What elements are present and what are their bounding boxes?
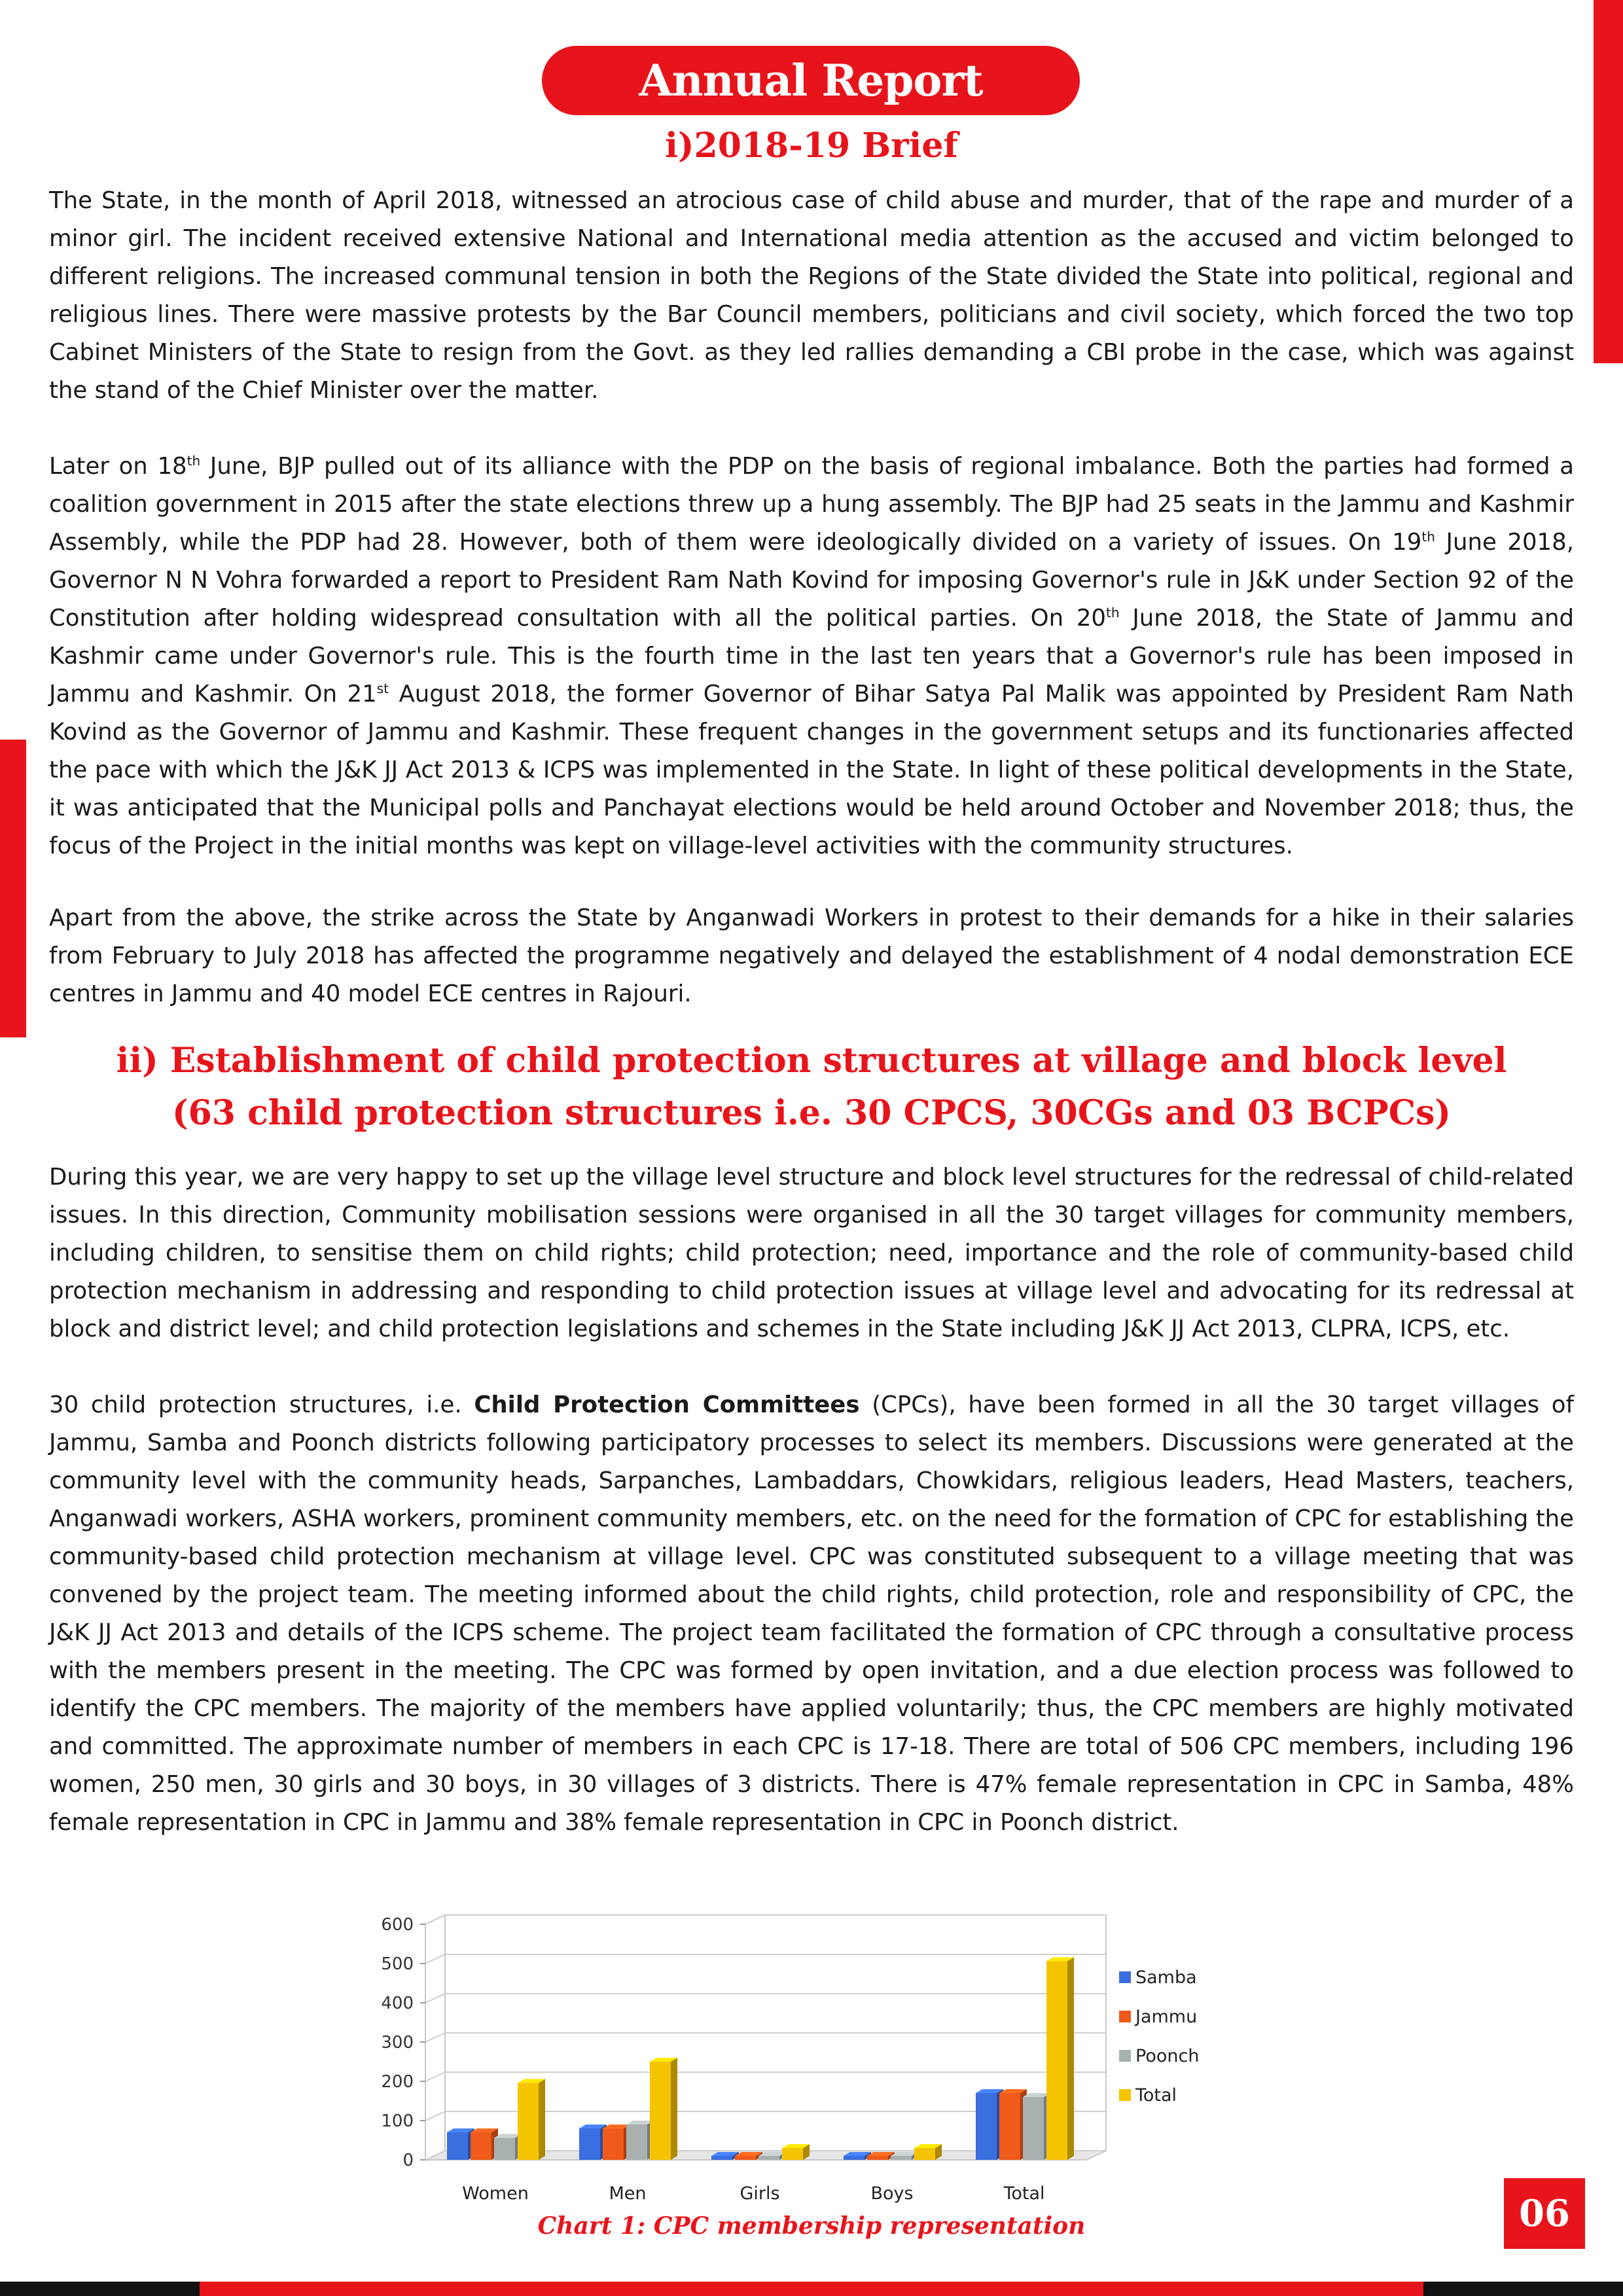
bold-term: Child Protection Committees — [474, 1391, 860, 1418]
bar-side-total — [539, 2079, 545, 2160]
bar-samba — [976, 2093, 997, 2160]
bar-samba — [447, 2132, 468, 2160]
bar-samba — [579, 2128, 600, 2160]
bar-side-total — [1067, 1957, 1074, 2160]
legend-label-samba: Samba — [1135, 1967, 1197, 1988]
bar-jammu — [603, 2128, 624, 2160]
report-title: Annual Report — [639, 55, 983, 106]
y-tick-label: 100 — [381, 2111, 414, 2131]
y-tick-label: 500 — [381, 1954, 414, 1974]
x-tick-label: Total — [1003, 2183, 1045, 2204]
right-accent-bar — [1594, 0, 1623, 363]
x-tick-label: Men — [609, 2183, 647, 2204]
bar-total — [782, 2148, 803, 2160]
chart-caption: Chart 1: CPC membership representation — [537, 2212, 1086, 2240]
paragraph-5: 30 child protection structures, i.e. Child Protection Committees (CPCs), have been formed in all the 30 target villages of Jammu, Samba and Poonch districts following participatory processes to select its members. Discussions were generated at the community level with the community heads, Sarpanches, Lambaddars, Chowkidars, religious leaders, Head Masters, teachers, Anganwadi workers, ASHA workers, prominent community members, etc. on the need for the formation of CPC for establishing the community-based child protection mechanism at village level. CPC was constituted subsequent to a village meeting that was convened by the project team. The meeting informed about the child rights, child protection, role and responsibility of CPC, the J&K JJ Act 2013 and details of the ICPS scheme. The project team facilitated the formation of CPC through a consultative process with the members present in the meeting. The CPC was formed by open invitation, and a due election process was followed to identify the CPC members. The majority of the members have applied voluntarily; thus, the CPC members are highly motivated and committed. The approximate number of members in each CPC is 17-18. There are total of 506 CPC members, including 196 women, 250 men, 30 girls and 30 boys, in 30 villages of 3 districts. There is 47% female representation in CPC in Samba, 48% female representation in CPC in Jammu and 38% female representation in CPC in Poonch district. — [49, 1391, 1575, 1836]
bar-jammu — [471, 2132, 491, 2160]
page-number-box — [1504, 2178, 1585, 2249]
paragraph-4: During this year, we are very happy to set up the village level structure and block level structures for the redressal of child-related issues. In this direction, Community mobilisation sessions were organised in all the 30 target villages for community members, including children, to sensitise them on child rights; child protection; need, importance and the role of community-based child protection mechanism in addressing and responding to child protection issues at village level and advocating for its redressal at block and district level; and child protection legislations and schemes in the State including J&K JJ Act 2013, CLPRA, ICPS, etc. — [49, 1164, 1574, 1342]
x-tick-label: Women — [462, 2183, 529, 2204]
bar-samba — [844, 2156, 865, 2160]
x-tick-label: Boys — [870, 2183, 914, 2204]
legend-label-poonch: Poonch — [1135, 2046, 1200, 2066]
paragraph-3: Apart from the above, the strike across the State by Anganwadi Workers in protest to their demands for a hike in their salaries from February to July 2018 has affected the programme negatively and delayed the establishment of 4 nodal demonstration ECE centres in Jammu and 40 model ECE centres in Rajouri. — [49, 905, 1574, 1007]
legend-swatch-samba — [1119, 1971, 1131, 1983]
bar-side-total — [671, 2058, 677, 2160]
bar-jammu — [867, 2156, 888, 2160]
y-tick-label: 400 — [381, 1994, 414, 2013]
section-heading-structures: ii) Establishment of child protection structures at village and block level — [116, 1041, 1507, 1081]
bar-poonch — [494, 2138, 515, 2160]
bar-total — [518, 2083, 539, 2160]
section-heading-brief: i)2018-19 Brief — [665, 126, 958, 166]
bar-poonch — [891, 2156, 912, 2160]
left-accent-bar — [0, 740, 26, 1037]
y-tick-label: 200 — [381, 2072, 414, 2092]
report-title-banner — [542, 46, 1080, 115]
bar-total — [914, 2148, 935, 2160]
y-tick-label: 300 — [381, 2033, 414, 2053]
legend-swatch-total — [1119, 2089, 1131, 2101]
bar-poonch — [1023, 2097, 1044, 2160]
bar-jammu — [999, 2093, 1020, 2160]
legend-label-jammu: Jammu — [1135, 2007, 1198, 2027]
legend-swatch-poonch — [1119, 2050, 1131, 2062]
x-tick-label: Girls — [740, 2183, 780, 2204]
bar-jammu — [735, 2156, 756, 2160]
bar-total — [1046, 1961, 1067, 2160]
legend-swatch-jammu — [1119, 2011, 1131, 2022]
page-number: 06 — [1519, 2192, 1570, 2235]
y-tick-label: 0 — [402, 2151, 414, 2170]
section-subheading-structures: (63 child protection structures i.e. 30 CPCS, 30CGs and 03 BCPCs) — [172, 1093, 1451, 1133]
bar-total — [650, 2062, 671, 2160]
legend-label-total: Total — [1135, 2085, 1177, 2106]
bar-poonch — [626, 2125, 647, 2160]
footer-bar-red — [200, 2282, 1423, 2296]
paragraph-1: The State, in the month of April 2018, witnessed an atrocious case of child abuse and murder, that of the rape and murder of a minor girl. The incident received extensive National and International media attention as the accused and victim belonged to different religions. The increased communal tension in both the Regions of the State divided the State into political, regional and religious lines. There were massive protests by the Bar Council members, politicians and civil society, which forced the two top Cabinet Ministers of the State to resign from the Govt. as they led rallies demanding a CBI probe in the case, which was against the stand of the Chief Minister over the matter. — [49, 187, 1574, 404]
cpc-membership-chart — [366, 1898, 1200, 2204]
bar-poonch — [758, 2156, 779, 2160]
bar-samba — [711, 2156, 732, 2160]
y-tick-label: 600 — [381, 1915, 414, 1935]
paragraph-2: Later on 18th June, BJP pulled out of its alliance with the PDP on the basis of regional imbalance. Both the parties had formed a coalition government in 2015 after the state elections threw up a hung assembly. The BJP had 25 seats in the Jammu and Kashmir Assembly, while the PDP had 28. However, both of them were ideologically divided on a variety of issues. On 19th June 2018, Governor N N Vohra forwarded a report to President Ram Nath Kovind for imposing Governor's rule in J&K under Section 92 of the Constitution after holding widespread consultation with all the political parties. On 20th June 2018, the State of Jammu and Kashmir came under Governor's rule. This is the fourth time in the last ten years that a Governor's rule has been imposed in Jammu and Kashmir. On 21st August 2018, the former Governor of Bihar Satya Pal Malik was appointed by President Ram Nath Kovind as the Governor of Jammu and Kashmir. These frequent changes in the government setups and its functionaries affected the pace with which the J&K JJ Act 2013 & ICPS was implemented in the State. In light of these political developments in the State, it was anticipated that the Municipal polls and Panchayat elections would be held around October and November 2018; thus, the focus of the Project in the initial months was kept on village-level activities with the community structures. — [49, 453, 1574, 859]
